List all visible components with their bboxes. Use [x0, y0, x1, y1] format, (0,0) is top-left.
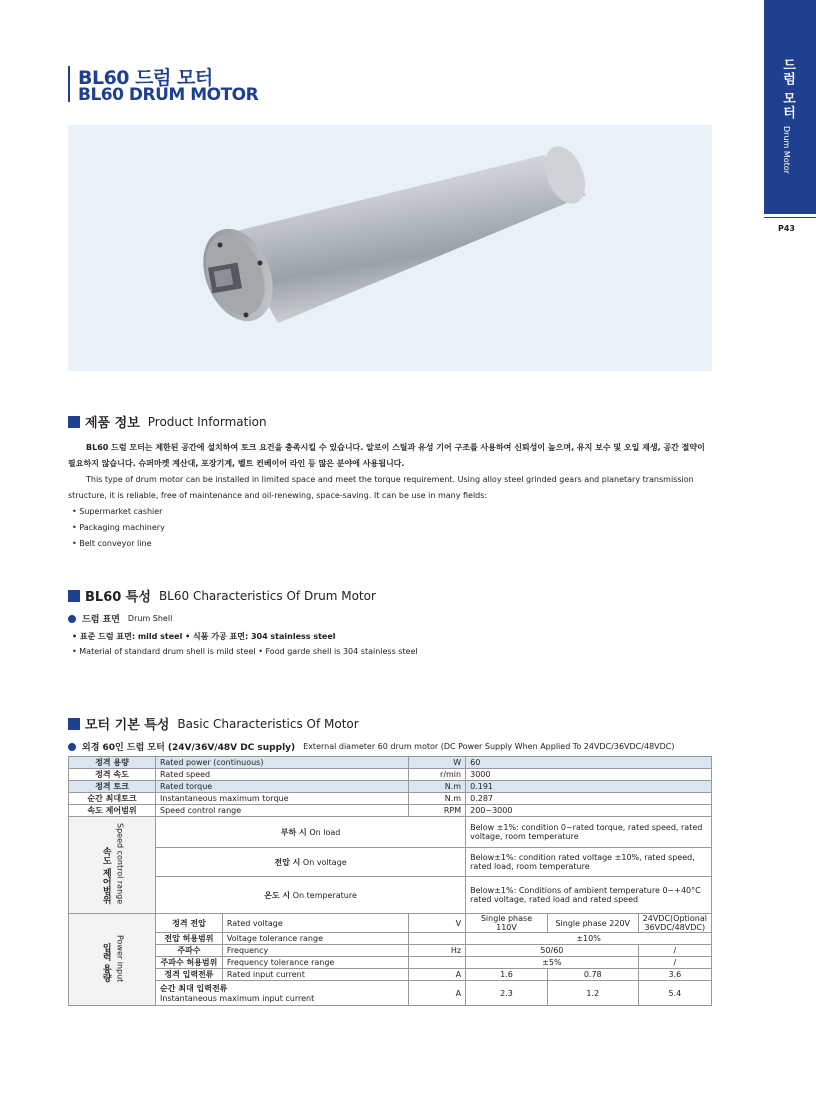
- power-group-label: [69, 914, 156, 1006]
- power-value-220v: 1.2: [547, 981, 638, 1006]
- spec-unit: r/min: [409, 769, 466, 781]
- spec-unit: W: [409, 757, 466, 769]
- speed-condition-en: On voltage: [302, 857, 347, 867]
- speed-condition-ko: 전압 시: [274, 857, 301, 867]
- spec-label-ko: 정격 토크: [69, 781, 156, 793]
- power-unit: V: [409, 914, 466, 933]
- basic-characteristics-heading-ko: 모터 기본 특성: [85, 718, 170, 733]
- table-row: [69, 793, 712, 805]
- side-divider: [764, 217, 816, 218]
- table-row: [69, 817, 712, 848]
- bullet-dot-icon: [68, 743, 76, 751]
- spec-label-en: Rated torque: [156, 781, 409, 793]
- spec-value: 60: [466, 757, 712, 769]
- drum-shell-subheading: [68, 612, 172, 625]
- basic-characteristics-heading-en: Basic Characteristics Of Motor: [177, 716, 359, 731]
- application-list: [72, 504, 165, 552]
- drum-shell-material-ko: • 표준 드럼 표면: mild steel • 식품 가공 표면: 304 stainless steel: [72, 632, 336, 641]
- drum-motor-image: [68, 125, 712, 371]
- page-title-korean: BL60 드럼 모터: [78, 67, 213, 89]
- speed-condition-value: Below ±1%: condition 0~rated torque, rated speed, rated voltage, room temperature: [466, 817, 712, 848]
- power-value-ac: 50/60: [466, 945, 639, 957]
- drum-shell-subheading-en: Drum Shell: [127, 614, 173, 623]
- spec-label-ko: 정격 속도: [69, 769, 156, 781]
- product-info-paragraph-ko: BL60 드럼 모터는 제한된 공간에 설치하여 토크 요건을 충족시킬 수 있습니다. 알로이 스틸과 유성 기어 구조를 사용하여 신뢰성이 높으며, 유지 보수 및 오일 재생, 공간 절약이 필요하지 않습니다. 슈퍼마켓 계산대, 포장기계, 벨트 컨베이어 라인 등 많은 분야에 사용됩니다.: [68, 443, 705, 468]
- power-value-dc: 5.4: [638, 981, 711, 1006]
- power-label: [156, 981, 409, 1006]
- speed-condition-label: [156, 877, 466, 914]
- side-tab-title: 드럼 모터: [780, 58, 795, 120]
- bullet-dot-icon: [68, 615, 76, 623]
- spec-value: 0.287: [466, 793, 712, 805]
- spec-value: 0.191: [466, 781, 712, 793]
- product-photo: [68, 125, 712, 371]
- spec-label-ko: 순간 최대토크: [69, 793, 156, 805]
- spec-label-en: Instantaneous maximum torque: [156, 793, 409, 805]
- speed-group-label-ko: 속도 제어범위: [100, 847, 111, 905]
- spec-unit: N.m: [409, 793, 466, 805]
- power-value-dc: 24VDC(Optional 36VDC/48VDC): [638, 914, 711, 933]
- table-row: [69, 877, 712, 914]
- table-row: [69, 933, 712, 945]
- power-unit: A: [409, 969, 466, 981]
- power-label-en: Frequency: [222, 945, 408, 957]
- product-info-heading-ko: 제품 정보: [85, 416, 140, 431]
- spec-label-en: Rated speed: [156, 769, 409, 781]
- speed-condition-en: On temperature: [292, 890, 357, 900]
- power-label-en: Instantaneous maximum input current: [160, 994, 315, 1003]
- characteristics-heading-en: BL60 Characteristics Of Drum Motor: [158, 588, 376, 603]
- speed-condition-ko: 부하 시: [280, 827, 307, 837]
- table-row: [69, 757, 712, 769]
- power-label-ko: 전압 허용범위: [156, 933, 223, 945]
- table-row: [69, 945, 712, 957]
- side-tab: [764, 0, 816, 214]
- table-row: [69, 914, 712, 933]
- power-value-ac: ±5%: [466, 957, 639, 969]
- speed-condition-value: Below±1%: Conditions of ambient temperature 0~+40°C rated voltage, rated load and rated speed: [466, 877, 712, 914]
- power-unit: [409, 957, 466, 969]
- speed-condition-ko: 온도 시: [264, 890, 291, 900]
- product-info-paragraph-en: This type of drum motor can be installed in limited space and meet the torque requirement. Using alloy steel grinded gears and planetary transmission structure, it is reliable, free of maintenance and oil-renewing, space-saving. It can be use in many fields:: [68, 475, 694, 500]
- speed-condition-value: Below±1%: condition rated voltage ±10%, rated speed, rated load, room temperature: [466, 848, 712, 877]
- motor-spec-subheading-ko: 외경 60인 드럼 모터 (24V/36V/48V DC supply): [82, 743, 296, 753]
- power-label-ko: 순간 최대 입력전류: [160, 984, 228, 993]
- list-item: • Supermarket cashier: [72, 504, 165, 520]
- list-item: • Packaging machinery: [72, 520, 165, 536]
- power-unit: Hz: [409, 945, 466, 957]
- table-row: [69, 848, 712, 877]
- power-label-en: Voltage tolerance range: [222, 933, 408, 945]
- spec-label-ko: 속도 제어범위: [69, 805, 156, 817]
- speed-group-label: [69, 817, 156, 914]
- motor-spec-subheading: [68, 740, 674, 753]
- speed-group-label-en: Speed control range: [115, 823, 125, 905]
- table-row: [69, 781, 712, 793]
- power-value-dc: 3.6: [638, 969, 711, 981]
- power-value-110v: 2.3: [466, 981, 548, 1006]
- spec-unit: RPM: [409, 805, 466, 817]
- motor-spec-table: [68, 756, 712, 1006]
- spec-label-en: Speed control range: [156, 805, 409, 817]
- power-value: ±10%: [466, 933, 712, 945]
- page-number: P43: [778, 224, 795, 233]
- speed-condition-label: [156, 817, 466, 848]
- power-group-label-en: Power input: [115, 934, 125, 983]
- power-value-110v: 1.6: [466, 969, 548, 981]
- spec-value: 200~3000: [466, 805, 712, 817]
- spec-value: 3000: [466, 769, 712, 781]
- power-label-ko: 주파수 허용범위: [156, 957, 223, 969]
- table-row: [69, 769, 712, 781]
- power-value-110v: Single phase 110V: [466, 914, 548, 933]
- power-label-en: Rated input current: [222, 969, 408, 981]
- table-row: [69, 981, 712, 1006]
- heading-square-icon: [68, 590, 80, 602]
- power-label-ko: 주파수: [156, 945, 223, 957]
- power-label-en: Frequency tolerance range: [222, 957, 408, 969]
- title-accent-bar: [68, 66, 70, 102]
- table-row: [69, 969, 712, 981]
- list-item: • Belt conveyor line: [72, 536, 165, 552]
- heading-square-icon: [68, 416, 80, 428]
- motor-spec-subheading-en: External diameter 60 drum motor (DC Power Supply When Applied To 24VDC/36VDC/48VDC): [303, 742, 675, 751]
- table-row: [69, 957, 712, 969]
- power-value-220v: Single phase 220V: [547, 914, 638, 933]
- page-title-english: BL60 DRUM MOTOR: [78, 85, 259, 105]
- power-unit: A: [409, 981, 466, 1006]
- power-value-dc: /: [638, 945, 711, 957]
- side-tab-subtitle: Drum Motor: [782, 126, 791, 174]
- characteristics-heading-ko: BL60 특성: [85, 590, 151, 605]
- speed-condition-label: [156, 848, 466, 877]
- characteristics-heading: [68, 586, 376, 605]
- drum-shell-subheading-ko: 드럼 표면: [82, 615, 120, 625]
- power-value-dc: /: [638, 957, 711, 969]
- power-label-en: Rated voltage: [222, 914, 408, 933]
- power-group-label-ko: 입력 용량: [100, 943, 111, 983]
- power-label-ko: 정격 전압: [156, 914, 223, 933]
- spec-label-ko: 정격 용량: [69, 757, 156, 769]
- spec-unit: N.m: [409, 781, 466, 793]
- product-info-heading-en: Product Information: [147, 414, 267, 429]
- spec-label-en: Rated power (continuous): [156, 757, 409, 769]
- drum-shell-material-en: • Material of standard drum shell is mild steel • Food garde shell is 304 stainless steel: [72, 647, 418, 656]
- table-row: [69, 805, 712, 817]
- heading-square-icon: [68, 718, 80, 730]
- basic-characteristics-heading: [68, 714, 359, 733]
- power-unit: [409, 933, 466, 945]
- power-value-220v: 0.78: [547, 969, 638, 981]
- product-info-heading: [68, 412, 267, 431]
- speed-condition-en: On load: [309, 827, 341, 837]
- power-label-ko: 정격 입력전류: [156, 969, 223, 981]
